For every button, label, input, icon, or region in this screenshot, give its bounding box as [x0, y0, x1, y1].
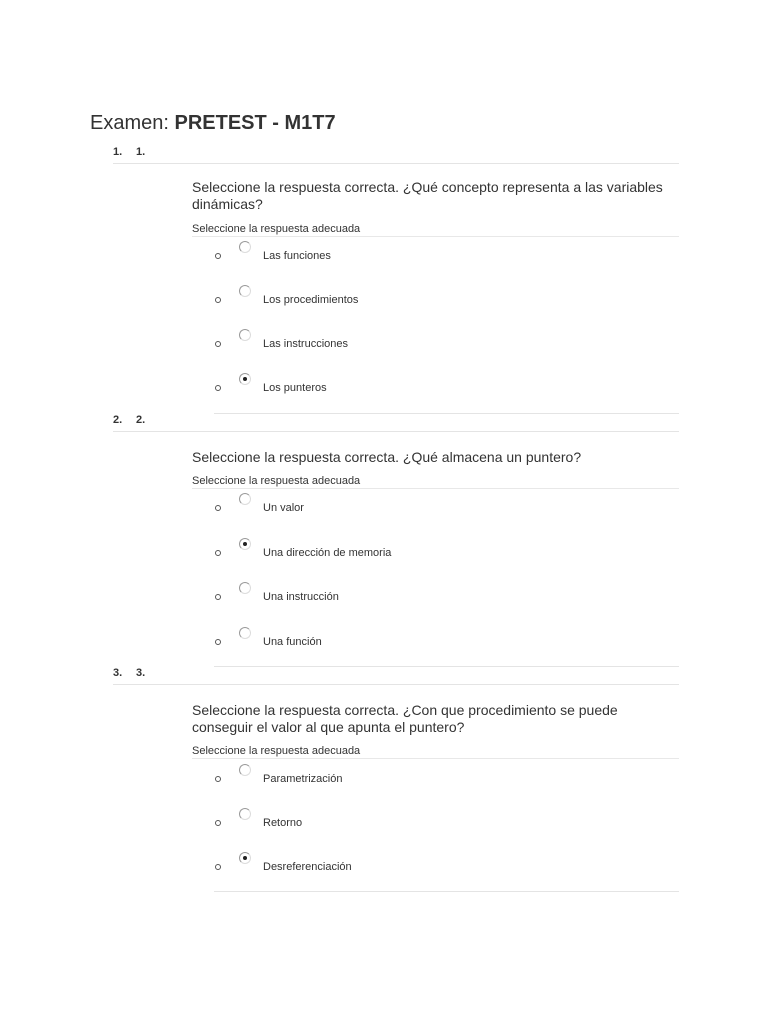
question-number: 1.: [113, 146, 123, 158]
bullet-icon: [215, 864, 221, 870]
option-label: Los punteros: [263, 382, 327, 394]
option-label: Desreferenciación: [263, 861, 352, 873]
option-label: Una dirección de memoria: [263, 547, 392, 559]
bullet-icon: [215, 341, 221, 347]
question-1-instruction: Seleccione la respuesta adecuada: [192, 223, 679, 237]
option-label: Parametrización: [263, 773, 343, 785]
bullet-icon: [215, 639, 221, 645]
question-3-instruction: Seleccione la respuesta adecuada: [192, 745, 679, 759]
question-3-divider: [214, 891, 679, 892]
question-2-text: Seleccione la respuesta correcta. ¿Qué almacena un puntero?: [192, 449, 582, 465]
radio-button-selected[interactable]: [239, 538, 251, 550]
question-1-option-2[interactable]: [214, 285, 679, 329]
question-number-sub: 2.: [136, 414, 146, 426]
question-number-sub: 1.: [136, 146, 146, 158]
option-label: Una instrucción: [263, 591, 339, 603]
bullet-icon: [215, 253, 221, 259]
question-number-sub: 3.: [136, 667, 146, 679]
option-label: Una función: [263, 636, 322, 648]
question-1-header: [113, 146, 679, 164]
question-2-option-4[interactable]: [214, 627, 679, 671]
question-2-option-3[interactable]: [214, 582, 679, 626]
option-label: Retorno: [263, 817, 303, 829]
bullet-icon: [215, 820, 221, 826]
question-2-instruction: Seleccione la respuesta adecuada: [192, 475, 679, 489]
question-1-option-3[interactable]: [214, 329, 679, 373]
question-3-option-3[interactable]: [214, 852, 679, 896]
option-label: Las instrucciones: [263, 338, 348, 350]
page-title-prefix: Examen:: [90, 112, 175, 134]
radio-button[interactable]: [239, 764, 251, 776]
exam-name: PRETEST - M1T7: [174, 112, 336, 134]
radio-button[interactable]: [239, 627, 251, 639]
radio-button[interactable]: [239, 808, 251, 820]
radio-button-selected[interactable]: [239, 373, 251, 385]
page-title: [90, 112, 336, 135]
bullet-icon: [215, 505, 221, 511]
option-label: Los procedimientos: [263, 294, 359, 306]
radio-button[interactable]: [239, 493, 251, 505]
question-1-option-4[interactable]: [214, 373, 679, 417]
bullet-icon: [215, 594, 221, 600]
radio-button-selected[interactable]: [239, 852, 251, 864]
question-3-header: [113, 667, 679, 685]
radio-button[interactable]: [239, 582, 251, 594]
bullet-icon: [215, 550, 221, 556]
option-label: Un valor: [263, 502, 304, 514]
bullet-icon: [215, 385, 221, 391]
option-label: Las funciones: [263, 250, 331, 262]
question-3-text: Seleccione la respuesta correcta. ¿Con que procedimiento se puede conseguir el valor al que apunta el puntero?: [192, 702, 618, 735]
question-3-option-1[interactable]: [214, 764, 679, 808]
question-2-header: [113, 414, 679, 432]
question-1-text: Seleccione la respuesta correcta. ¿Qué concepto representa a las variables dinámicas?: [192, 179, 663, 212]
bullet-icon: [215, 776, 221, 782]
question-1-option-1[interactable]: [214, 241, 679, 285]
question-2-option-2[interactable]: [214, 538, 679, 582]
question-2-option-1[interactable]: [214, 493, 679, 537]
question-number: 2.: [113, 414, 123, 426]
bullet-icon: [215, 297, 221, 303]
question-number: 3.: [113, 667, 123, 679]
radio-button[interactable]: [239, 285, 251, 297]
question-3-option-2[interactable]: [214, 808, 679, 852]
radio-button[interactable]: [239, 241, 251, 253]
radio-button[interactable]: [239, 329, 251, 341]
